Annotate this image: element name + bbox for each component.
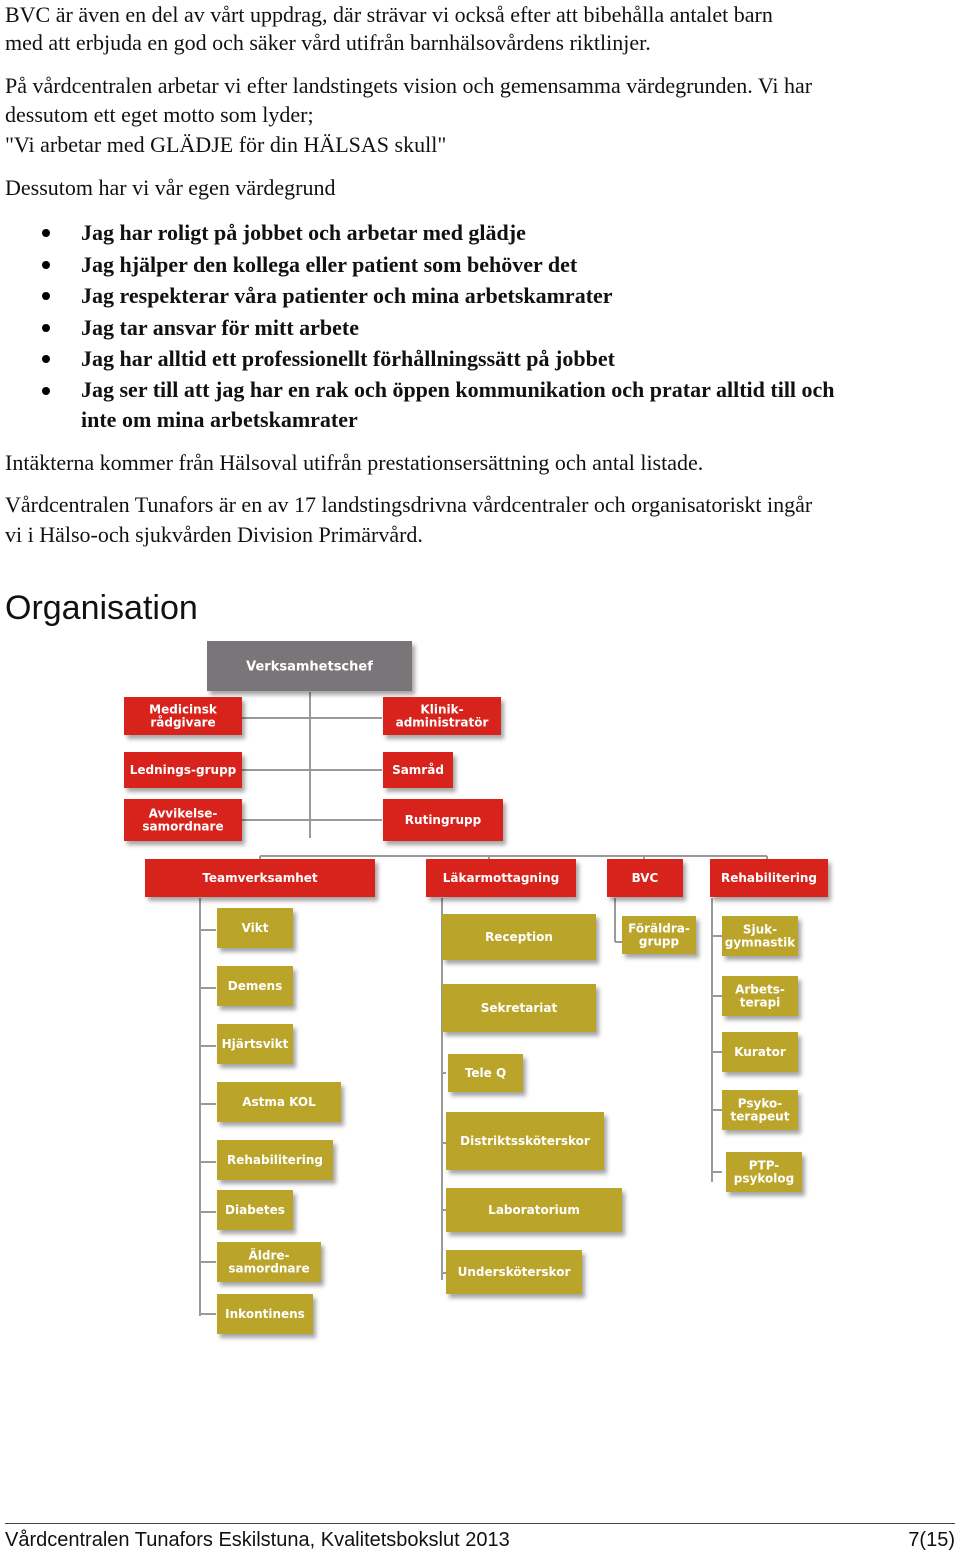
org-box-lakar [446,1188,622,1232]
org-box-staff [124,697,242,735]
org-box-staff [383,697,501,735]
svg-text:BVC: BVC [631,871,659,886]
paragraph-revenue: Intäkterna kommer från Hälsoval utifrån prestationsersättning och antal listade. [5,450,704,475]
svg-text:Arbets-: Arbets- [735,982,785,997]
svg-text:PTP-: PTP- [748,1158,780,1173]
org-box-lakar [446,1112,604,1170]
values-list-item: Jag har roligt på jobbet och arbetar med glädje [0,217,951,249]
svg-text:Distriktssköterskor: Distriktssköterskor [460,1134,590,1149]
paragraph-organisation-line2: vi i Hälso-och sjukvården Division Primärvård. [5,522,423,547]
org-box-team [217,1082,341,1122]
org-box-bvc [622,916,696,954]
svg-text:Lednings-grupp: Lednings-grupp [129,763,237,778]
bullet-icon [42,229,50,237]
org-box-lakar [442,914,596,960]
footer-divider [5,1523,955,1524]
org-box-lakar [442,984,596,1032]
svg-text:terapi: terapi [739,995,781,1010]
org-box-staff [383,799,503,841]
svg-text:Hjärtsvikt: Hjärtsvikt [221,1037,289,1052]
svg-text:Demens: Demens [227,979,283,994]
bullet-icon [42,324,50,332]
svg-text:Rutingrupp: Rutingrupp [404,813,482,828]
org-box-rehab [722,1090,798,1130]
org-chart [0,636,960,1346]
org-box-rehab [722,1032,798,1072]
paragraph-bvc-line1: BVC är även en del av vårt uppdrag, där strävar vi också efter att bibehålla antalet barn [5,2,773,27]
paragraph-organisation-line1: Vårdcentralen Tunafors är en av 17 landstingsdrivna vårdcentraler och organisatoriskt ingår [5,492,813,517]
bullet-icon [42,387,50,395]
svg-text:Tele Q: Tele Q [464,1066,507,1081]
values-list-item: Jag hjälper den kollega eller patient som behöver det [0,249,951,281]
org-box-staff [124,799,242,841]
section-heading-organisation: Organisation [5,589,198,627]
values-list [0,217,951,435]
paragraph-vision-line1: På vårdcentralen arbetar vi efter landstingets vision och gemensamma värdegrunden. Vi har [5,73,813,98]
org-box-rehab [722,976,798,1016]
svg-text:Rehabilitering: Rehabilitering [227,1153,323,1168]
svg-text:grupp: grupp [638,934,680,949]
svg-text:Klinik-: Klinik- [420,702,464,717]
paragraph-bvc-line2: med att erbjuda en god och säker vård utifrån barnhälsovårdens riktlinjer. [5,30,651,55]
org-box-rehab [722,916,798,956]
svg-text:Sekretariat: Sekretariat [480,1001,558,1016]
svg-text:Rehabilitering: Rehabilitering [721,871,817,886]
svg-text:Vikt: Vikt [241,921,269,936]
org-box-rehab [726,1152,802,1192]
svg-text:Kurator: Kurator [734,1045,786,1060]
org-box-team [217,1242,321,1282]
svg-text:administratör: administratör [395,715,489,730]
paragraph-values-intro: Dessutom har vi vår egen värdegrund [5,175,336,200]
svg-text:Läkarmottagning: Läkarmottagning [442,871,560,886]
svg-text:Föräldra-: Föräldra- [628,921,690,936]
svg-text:Undersköterskor: Undersköterskor [457,1265,571,1280]
values-list-item-continuation: inte om mina arbetskamrater [81,406,358,432]
org-box-team [217,1294,313,1334]
org-box-verksamhetschef [207,641,412,691]
org-box-lakar [446,1250,582,1294]
svg-text:Psyko-: Psyko- [737,1096,783,1111]
footer-page-number: 7(15) [908,1529,955,1551]
svg-text:psykolog: psykolog [733,1171,795,1186]
svg-text:Reception: Reception [485,930,553,945]
org-box-team [217,1190,293,1230]
bullet-icon [42,355,50,363]
svg-text:Medicinsk: Medicinsk [149,702,217,717]
svg-text:Laboratorium: Laboratorium [488,1203,580,1218]
org-box-team [217,966,293,1006]
org-box-unit [426,859,576,897]
bullet-icon [42,292,50,300]
svg-text:rådgivare: rådgivare [150,715,216,730]
org-box-team [217,908,293,948]
svg-text:samordnare: samordnare [228,1261,310,1276]
paragraph-motto: "Vi arbetar med GLÄDJE för din HÄLSAS skull" [5,132,447,157]
footer-title: Vårdcentralen Tunafors Eskilstuna, Kvalitetsbokslut 2013 [5,1529,510,1551]
values-list-item: Jag respekterar våra patienter och mina arbetskamrater [0,280,951,312]
org-box-unit [145,859,375,897]
values-list-item: Jag tar ansvar för mitt arbete [0,312,951,344]
org-box-lakar [448,1054,523,1092]
org-box-team [217,1140,333,1180]
paragraph-vision-line2: dessutom ett eget motto som lyder; [5,102,314,127]
svg-text:Diabetes: Diabetes [225,1203,285,1218]
org-box-unit [607,859,683,897]
svg-text:gymnastik: gymnastik [724,935,796,950]
svg-text:Samråd: Samråd [392,763,444,778]
org-box-unit [710,859,828,897]
values-list-item: Jag ser till att jag har en rak och öppen kommunikation och pratar alltid till och [0,375,951,405]
svg-text:Avvikelse-: Avvikelse- [148,806,218,821]
svg-text:Astma KOL: Astma KOL [242,1095,316,1110]
svg-text:Sjuk-: Sjuk- [742,922,778,937]
svg-text:samordnare: samordnare [142,819,224,834]
svg-text:Teamverksamhet: Teamverksamhet [202,871,318,886]
org-box-staff [383,752,453,788]
svg-text:terapeut: terapeut [730,1109,790,1124]
org-box-staff [124,752,242,788]
org-box-team [217,1024,293,1064]
bullet-icon [42,261,50,269]
svg-text:Inkontinens: Inkontinens [225,1307,305,1322]
svg-text:Verksamhetschef: Verksamhetschef [246,659,373,675]
svg-text:Äldre-: Äldre- [248,1248,290,1263]
values-list-item: Jag har alltid ett professionellt förhållningssätt på jobbet [0,343,951,375]
